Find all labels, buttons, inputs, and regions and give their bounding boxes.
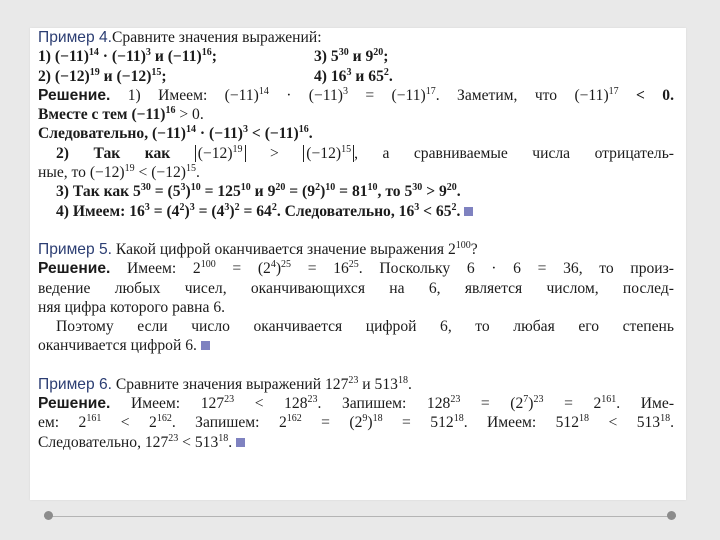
slide-page (30, 28, 686, 500)
solution-line-3: Следовательно, $127^{23} < 513^{18}$. (38, 433, 674, 452)
slide-footer-divider (44, 516, 676, 517)
solution-line-7: 4) Имеем: $16^3 = (4^2)^3 = (4^3)^2 = 64^2$. Следовательно, $16^3 < 65^2$. (38, 202, 674, 221)
example-4-heading (38, 28, 674, 47)
absolute-value: $(-12)^{15}$ (303, 145, 354, 162)
solution-line-2: Вместе с тем $(-11)^{16} > 0$. (38, 105, 204, 124)
solution-label: Решение. (38, 260, 111, 278)
textbook-excerpt (38, 28, 674, 452)
solution-line-3: няя цифра которого равна 6. (38, 298, 226, 316)
solution-line-5: оканчивается цифрой 6. (38, 336, 674, 355)
end-of-solution-marker (201, 341, 210, 350)
task-line-1: 1) $(-11)^{14} \cdot (-11)^3$ и $(-11)^{16}$; 3) $5^{30}$ и $9^{20}$; (38, 47, 389, 66)
solution-line-2: ведение любых чисел, оканчивающихся на 6, является числом, послед- (38, 279, 674, 297)
solution-line-4: 2) Так как $(-12)^{19} > (-12)^{15}$ , а сравниваемые числа отрицатель- (56, 143, 675, 162)
solution-line-3: Следовательно, $(-11)^{14} \cdot (-11)^3 < (-11)^{16}$. (38, 124, 313, 143)
solution-line-2: ем: $2^{161} < 2^{162}$. Запишем: $2^{162} = (2^9)^{18} = 512^{18}$. Имеем: $512^{18} < 513^{18}$. (38, 413, 674, 432)
solution-line-4: Поэтому если число оканчивается цифрой 6, то любая его степень (56, 318, 674, 336)
solution-label: Решение. (38, 395, 111, 413)
solution-label: Решение. (38, 86, 111, 104)
example-6-heading: Пример 6. Сравните значения выражений $127^{23}$ и $513^{18}$. (38, 374, 412, 393)
example-title: Пример 6. (38, 375, 112, 393)
end-of-solution-marker (236, 438, 245, 447)
bullet-dot-icon (667, 511, 676, 520)
solution-line-5: ные, то $(-12)^{19} < (-12)^{15}$. (38, 163, 200, 182)
solution-line-1: Решение. 1) Имеем: $(-11)^{14} \cdot (-11)^3 = (-11)^{17}$. Заметим, что $(-11)^{17} < 0$. (38, 85, 674, 104)
solution-line-6: 3) Так как $5^{30} = (5^3)^{10} = 125^{10}$ и $9^{20} = (9^2)^{10} = 81^{10}$, то $5^{30} > 9^{20}$. (56, 182, 461, 201)
task-line-2: 2) $(-12)^{19}$ и $(-12)^{15}$; 4) $16^3$ и $65^2$. (38, 66, 393, 85)
absolute-value: $(-12)^{19}$ (195, 145, 246, 162)
example-question: Сравните значения выражений: (112, 29, 322, 46)
solution-line-1: Решение. Имеем: $2^{100} = (2^4)^{25} = 16^{25}$. Поскольку 6 · 6 = 36, то произ- (38, 259, 674, 278)
solution-line-1: Решение. Имеем: $127^{23} < 128^{23}$. Запишем: $128^{23} = (2^7)^{23} = 2^{161}$. Име- (38, 394, 675, 413)
bullet-dot-icon (44, 511, 53, 520)
example-title: Пример 5. (38, 240, 112, 258)
example-title: Пример 4. (38, 29, 112, 46)
example-5-heading: Пример 5. Какой цифрой оканчивается значение выражения $2^{100}$? (38, 239, 478, 258)
end-of-solution-marker (464, 207, 473, 216)
